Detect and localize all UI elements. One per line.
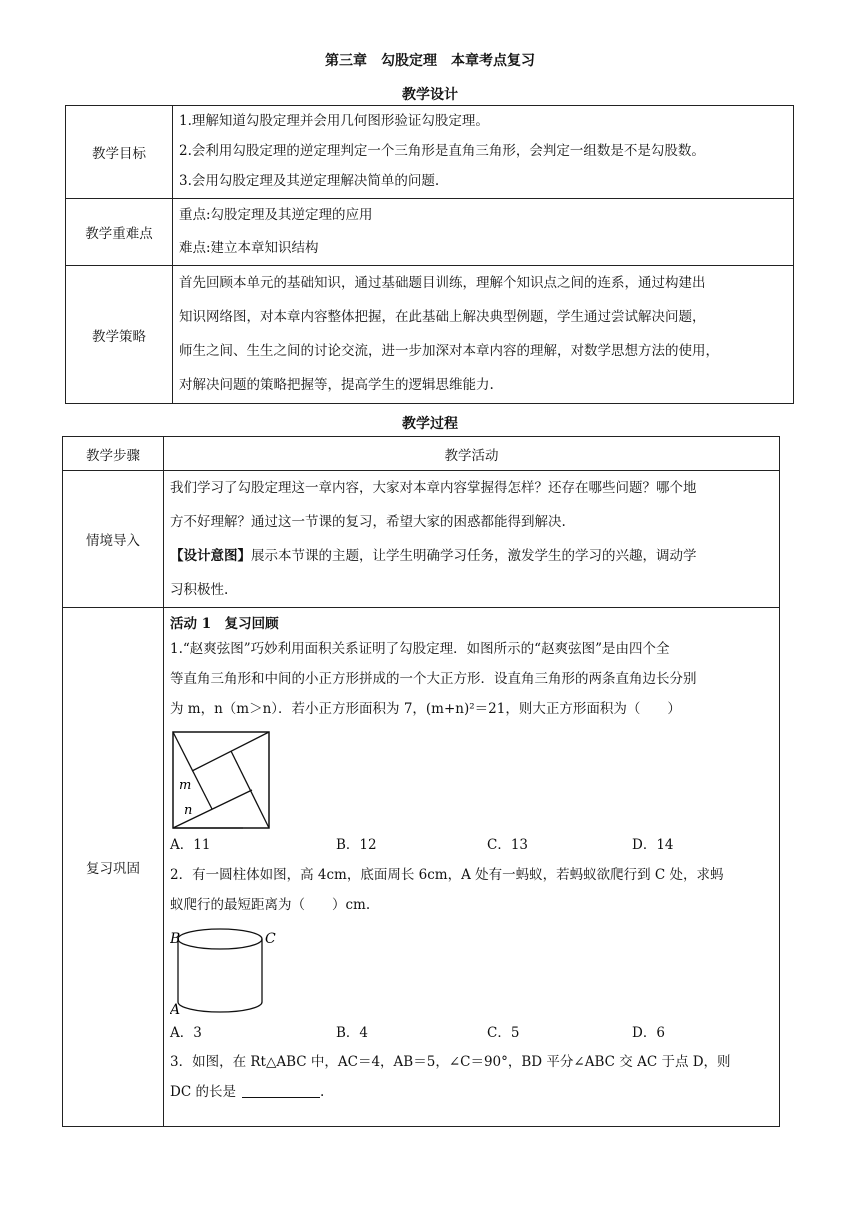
design-heading: 教学设计 [402,87,458,103]
activity-title: 活动 1 复习回顾 [170,616,279,632]
intro-content [164,471,780,608]
design-intent-line: 习积极性. [170,582,229,598]
process-table [62,436,780,1127]
q1-option-a: A．11 [170,837,211,853]
goal-item: 3.会用勾股定理及其逆定理解决简单的问题. [179,173,440,189]
q2-option-d: D．6 [632,1025,665,1041]
q1-line: 为 m，n（m＞n）．若小正方形面积为 7，(m+n)²＝21，则大正方形面积为（ ） [170,701,681,717]
fig-label-a: A [170,1002,181,1018]
fig-label-b: B [170,931,181,947]
key-points [173,199,794,266]
strategy-label: 教学策略 [66,266,173,404]
q1-option-b: B．12 [336,837,377,853]
q1-option-d: D．14 [632,837,674,853]
q3-line-2 [170,1077,773,1107]
fig-label-c: C [265,931,276,947]
q3-end: . [319,1084,325,1100]
design-intent [170,539,773,573]
q1-option-c: C．13 [487,837,529,853]
goal-item: 2.会利用勾股定理的逆定理判定一个三角形是直角三角形，会判定一组数是不是勾股数。 [179,143,705,159]
q2-option-c: C．5 [487,1025,520,1041]
col-activity-header: 教学活动 [164,437,780,471]
key-label: 教学重难点 [66,199,173,266]
goal-label: 教学目标 [66,106,173,199]
intro-line: 我们学习了勾股定理这一章内容，大家对本章内容掌握得怎样？还存在哪些问题？哪个地 [170,480,697,496]
q2-option-a: A．3 [170,1025,202,1041]
zhao-shuang-diagram [172,731,272,831]
goal-list [173,106,794,199]
intro-line: 方不好理解？通过这一节课的复习，希望大家的困惑都能得到解决. [170,514,566,530]
question-1 [170,634,773,855]
q1-line: 1.“赵爽弦图”巧妙利用面积关系证明了勾股定理．如图所示的“赵爽弦图”是由四个全 [170,641,670,657]
q2-line: 蚁爬行的最短距离为（ ）cm. [170,897,371,913]
key-point: 难点:建立本章知识结构 [179,240,319,256]
question-3 [170,1047,773,1107]
strategy-text [173,266,794,404]
process-heading: 教学过程 [402,416,458,432]
strategy-line: 对解决问题的策略把握等，提高学生的逻辑思维能力. [179,377,494,393]
q1-options [170,835,773,855]
page-title: 第三章 勾股定理 本章考点复习 [325,53,535,69]
strategy-line: 师生之间、生生之间的讨论交流，进一步加深对本章内容的理解，对数学思想方法的使用， [179,343,719,359]
q3-line: 3．如图，在 Rt△ABC 中，AC＝4，AB＝5，∠C＝90°，BD 平分∠ABC 交 AC 于点 D，则 [170,1054,731,1070]
fig-label-n: n [184,803,193,818]
strategy-line: 知识网络图，对本章内容整体把握，在此基础上解决典型例题，学生通过尝试解决问题， [179,309,706,325]
design-intent-text: 展示本节课的主题，让学生明确学习任务，激发学生的学习的兴趣，调动学 [251,548,697,564]
q2-option-b: B．4 [336,1025,369,1041]
q2-line: 2．有一圆柱体如图，高 4cm，底面周长 6cm，A 处有一蚂蚁，若蚂蚁欲爬行到 C 处，求蚂 [170,867,724,883]
review-content [164,608,780,1127]
review-label: 复习巩固 [63,608,164,1127]
intro-label: 情境导入 [63,471,164,608]
col-step-header: 教学步骤 [63,437,164,471]
question-2 [170,860,773,1043]
q3-line-text: DC 的长是 [170,1084,236,1100]
q2-options [170,1023,773,1043]
q1-line: 等直角三角形和中间的小正方形拼成的一个大正方形．设直角三角形的两条直角边长分别 [170,671,697,687]
answer-blank[interactable] [242,1083,320,1098]
design-table [65,105,794,404]
fig-label-m: m [179,778,192,793]
goal-item: 1.理解知道勾股定理并会用几何图形验证勾股定理。 [179,113,489,129]
design-intent-tag: 【设计意图】 [170,548,251,564]
cylinder-diagram [170,924,280,1019]
key-point: 重点:勾股定理及其逆定理的应用 [179,207,373,223]
strategy-line: 首先回顾本单元的基础知识，通过基础题目训练，理解个知识点之间的连系，通过构建出 [179,275,706,291]
